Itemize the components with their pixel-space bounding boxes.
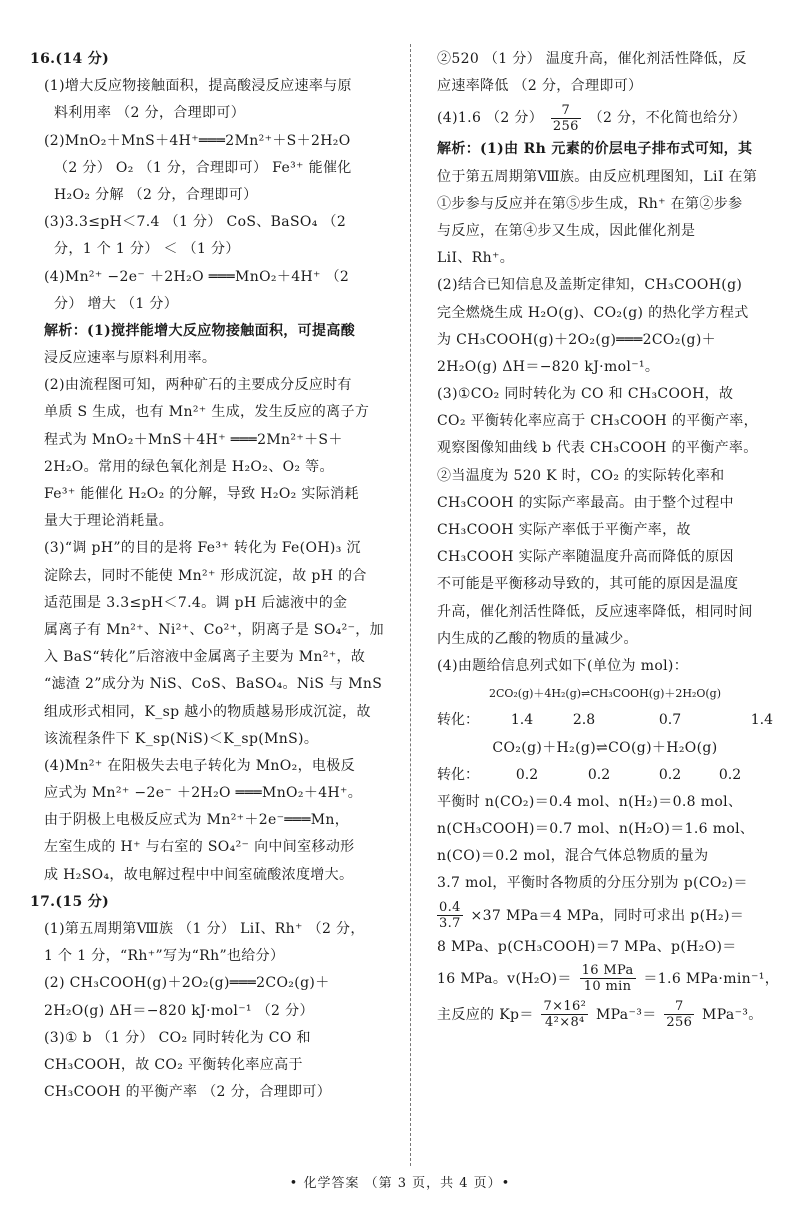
fraction — [541, 999, 588, 1030]
fraction — [551, 103, 581, 134]
text-line: H₂O₂ 分解 （2 分，合理即可） — [54, 186, 258, 203]
text-line: 成 H₂SO₄，故电解过程中中间室硫酸浓度增大。 — [44, 866, 354, 883]
fraction — [664, 999, 694, 1030]
answer-4-prefix: (4)1.6 （2 分） — [437, 110, 544, 127]
cell: 1.4 — [750, 712, 773, 729]
text-line: CH₃COOH 的实际产率最高。由于整个过程中 — [437, 494, 734, 511]
kp-mid: MPa⁻³＝ — [595, 1006, 657, 1023]
text-line: Fe³⁺ 能催化 H₂O₂ 的分解，导致 H₂O₂ 实际消耗 — [44, 486, 359, 502]
fraction-denominator: 10 min — [583, 979, 632, 995]
text-line: 属离子有 Mn²⁺、Ni²⁺、Co²⁺，阴离子是 SO₄²⁻，加 — [44, 621, 385, 638]
left-column — [30, 46, 390, 1106]
text-line: 由于阴极上电极反应式为 Mn²⁺＋2e⁻═══Mn， — [44, 812, 350, 829]
text-line: (1)第五周期第Ⅷ族 （1 分） LiI、Rh⁺ （2 分， — [44, 921, 365, 937]
text-line: (4)Mn²⁺ 在阳极失去电子转化为 MnO₂，电极反 — [44, 757, 355, 774]
partial-pressure-line — [437, 898, 773, 934]
text-line: 该流程条件下 K_sp(NiS)＜K_sp(MnS)。 — [44, 730, 319, 747]
text-line: 2H₂O(g) ΔH＝−820 kJ·mol⁻¹ （2 分） — [44, 1002, 314, 1019]
q16-heading: 16.(14 分) — [30, 51, 110, 67]
text-line: 分，1 个 1 分） ＜ （1 分） — [54, 241, 240, 258]
text-line: 组成形式相同，K_sp 越小的物质越易形成沉淀，故 — [44, 703, 371, 720]
conversion-row-1 — [437, 707, 773, 734]
fraction-numerator: 7 — [664, 999, 694, 1015]
text-line: (1)增大反应物接触面积，提高酸浸反应速率与原 — [44, 78, 352, 95]
cell: 1.4 — [510, 712, 534, 729]
text-line: CH₃COOH 实际产率随温度升高而降低的原因 — [437, 549, 734, 566]
answer-4-suffix: （2 分，不化简也给分） — [588, 110, 747, 127]
text-line: 应式为 Mn²⁺ −2e⁻ ＋2H₂O ═══MnO₂＋4H⁺。 — [44, 785, 363, 802]
text-line: ②当温度为 520 K 时，CO₂ 的实际转化率和 — [437, 467, 725, 484]
text-line: CH₃COOH 的平衡产率 （2 分，合理即可） — [44, 1084, 332, 1101]
reaction-equation-2: CO₂(g)＋H₂(g)⇌CO(g)＋H₂O(g) — [492, 739, 718, 756]
fraction-numerator: 7 — [551, 103, 581, 119]
conversion-row-2 — [437, 762, 773, 789]
text-line: （2 分） O₂ （1 分，合理即可） Fe³⁺ 能催化 — [54, 159, 352, 176]
text-line: 2H₂O。常用的绿色氧化剂是 H₂O₂、O₂ 等。 — [44, 458, 334, 475]
cell: 0.2 — [658, 766, 682, 783]
fraction-denominator: 3.7 — [439, 916, 461, 932]
fraction-denominator: 256 — [666, 1015, 693, 1031]
cell: 0.2 — [515, 766, 539, 783]
text-line: 左室生成的 H⁺ 与右室的 SO₄²⁻ 向中间室移动形 — [44, 839, 355, 856]
text-line: (4)由题给信息列式如下(单位为 mol)： — [437, 657, 689, 674]
rate-prefix: 16 MPa。v(H₂O)＝ — [437, 970, 572, 987]
text-line: 分） 增大 （1 分） — [54, 295, 179, 312]
text-line: 3.7 mol，平衡时各物质的分压分别为 p(CO₂)＝ — [437, 875, 748, 892]
row-label: 转化： — [437, 766, 479, 783]
rate-line — [437, 961, 780, 997]
text-line: 不可能是平衡移动导致的，其可能的原因是温度 — [437, 576, 739, 593]
text-line: (2)由流程图可知，两种矿石的主要成分反应时有 — [44, 377, 352, 394]
text-line: 与反应，在第④步又生成，因此催化剂是 — [437, 222, 696, 239]
text-line: 内生成的乙酸的物质的量减少。 — [437, 630, 638, 647]
right-column — [437, 46, 780, 1033]
fraction-numerator: 0.4 — [439, 900, 461, 916]
text-line: (2)MnO₂＋MnS＋4H⁺═══2Mn²⁺＋S＋2H₂O — [44, 132, 351, 149]
text-line: 应速率降低 （2 分，合理即可） — [437, 78, 643, 95]
cell: 0.2 — [718, 766, 742, 783]
text-line: 升高，催化剂活性降低，反应速率降低，相同时间 — [437, 603, 753, 620]
text-line: 为 CH₃COOH(g)＋2O₂(g)═══2CO₂(g)＋ — [437, 331, 717, 348]
text-line: 料利用率 （2 分，合理即可） — [54, 105, 246, 122]
text-line: 程式为 MnO₂＋MnS＋4H⁺ ═══2Mn²⁺＋S＋ — [44, 431, 343, 448]
analysis-heading-line: 解析：(1)由 Rh 元素的价层电子排布式可知，其 — [437, 141, 753, 158]
text-line: (2)结合已知信息及盖斯定律知，CH₃COOH(g) — [437, 277, 743, 294]
text-line: n(CH₃COOH)＝0.7 mol、n(H₂O)＝1.6 mol、 — [437, 821, 755, 838]
kp-prefix: 主反应的 Kp＝ — [437, 1006, 534, 1023]
text-line: ①步参与反应并在第⑤步生成，Rh⁺ 在第②步参 — [437, 195, 743, 212]
cell: 0.2 — [587, 766, 611, 783]
cell: 2.8 — [572, 712, 596, 729]
fraction-numerator: 7×16² — [543, 999, 587, 1015]
partial-pressure-text: ×37 MPa＝4 MPa，同时可求出 p(H₂)＝ — [470, 907, 745, 924]
text-line: 完全燃烧生成 H₂O(g)、CO₂(g) 的热化学方程式 — [437, 304, 749, 321]
fraction — [437, 900, 463, 931]
text-line: 适范围是 3.3≤pH＜7.4。调 pH 后滤液中的金 — [44, 594, 348, 611]
text-line: CH₃COOH，故 CO₂ 平衡转化率应高于 — [44, 1056, 303, 1073]
text-line: 2H₂O(g) ΔH＝−820 kJ·mol⁻¹。 — [437, 358, 660, 375]
text-line: (2) CH₃COOH(g)＋2O₂(g)═══2CO₂(g)＋ — [44, 975, 330, 992]
text-line: 单质 S 生成，也有 Mn²⁺ 生成，发生反应的离子方 — [44, 404, 370, 421]
kp-line — [437, 997, 773, 1033]
text-line: ②520 （1 分） 温度升高，催化剂活性降低，反 — [437, 51, 747, 67]
text-line: 淀除去，同时不能使 Mn²⁺ 形成沉淀，故 pH 的合 — [44, 567, 367, 584]
text-line: 浸反应速率与原料利用率。 — [44, 350, 217, 367]
text-line: (4)Mn²⁺ −2e⁻ ＋2H₂O ═══MnO₂＋4H⁺ （2 — [44, 268, 350, 285]
text-line: 入 BaS“转化”后溶液中金属离子主要为 Mn²⁺，故 — [44, 649, 366, 666]
kp-suffix: MPa⁻³。 — [702, 1006, 763, 1023]
text-line: (3)① b （1 分） CO₂ 同时转化为 CO 和 — [44, 1029, 311, 1046]
text-line: 量大于理论消耗量。 — [44, 513, 174, 530]
text-line: LiI、Rh⁺。 — [437, 250, 515, 267]
reaction-equation-1: 2CO₂(g)＋4H₂(g)⇌CH₃COOH(g)＋2H₂O(g) — [488, 687, 722, 701]
fraction-numerator: 16 MPa — [581, 963, 634, 979]
text-line: 1 个 1 分，“Rh⁺”写为“Rh”也给分） — [44, 948, 285, 965]
fraction-denominator: 256 — [552, 118, 579, 134]
cell: 0.7 — [658, 712, 682, 729]
text-line: “滤渣 2”成分为 NiS、CoS、BaSO₄。NiS 与 MnS — [44, 676, 383, 693]
text-line: n(CO)＝0.2 mol，混合气体总物质的量为 — [437, 848, 709, 865]
text-line: CH₃COOH 实际产率低于平衡产率，故 — [437, 522, 691, 538]
text-line: 平衡时 n(CO₂)＝0.4 mol、n(H₂)＝0.8 mol、 — [437, 793, 743, 810]
column-divider — [410, 44, 411, 1166]
text-line: CO₂ 平衡转化率应高于 CH₃COOH 的平衡产率， — [437, 413, 759, 430]
text-line: (3)①CO₂ 同时转化为 CO 和 CH₃COOH，故 — [437, 386, 734, 403]
analysis-heading-line: 解析：(1)搅拌能增大反应物接触面积，可提高酸 — [44, 322, 356, 339]
text-line: 8 MPa、p(CH₃COOH)＝7 MPa、p(H₂O)＝ — [437, 938, 737, 955]
text-line: 位于第五周期第Ⅷ族。由反应机理图知，LiI 在第 — [437, 168, 758, 185]
text-line: (3)“调 pH”的目的是将 Fe³⁺ 转化为 Fe(OH)₃ 沉 — [44, 540, 361, 557]
fraction-denominator: 4²×8⁴ — [545, 1015, 585, 1031]
answer-4-line — [437, 100, 773, 136]
text-line: (3)3.3≤pH＜7.4 （1 分） CoS、BaSO₄ （2 — [44, 214, 347, 231]
page-footer: • 化学答案 （第 3 页，共 4 页）• — [289, 1176, 511, 1191]
row-label: 转化： — [437, 712, 479, 729]
text-line: 观察图像知曲线 b 代表 CH₃COOH 的平衡产率。 — [437, 440, 758, 457]
rate-rest: ＝1.6 MPa·min⁻¹， — [643, 970, 780, 987]
q17-heading: 17.(15 分) — [30, 893, 110, 910]
fraction — [580, 963, 636, 994]
